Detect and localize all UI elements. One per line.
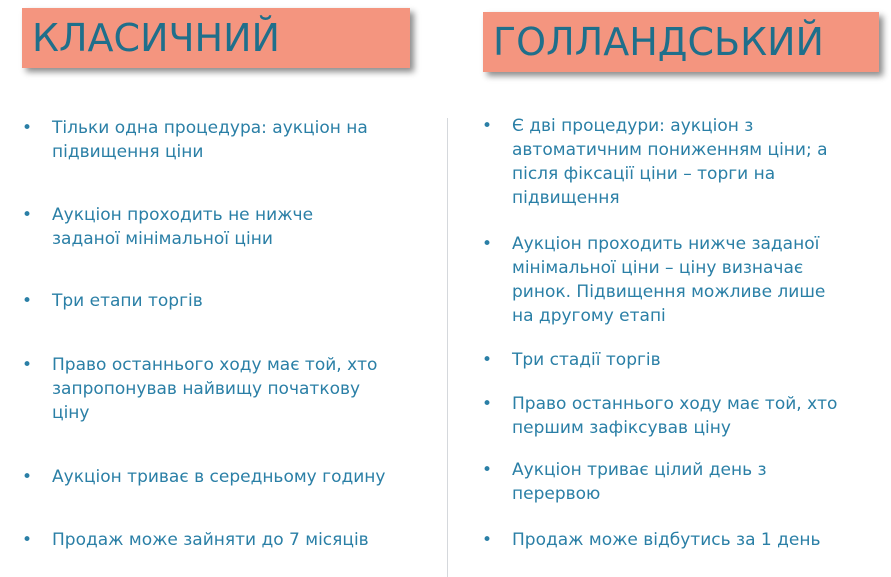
right-list-item [482, 114, 842, 210]
right-list-item [482, 458, 802, 506]
left-item-text: Право останнього ходу має той, хто запропонував найвищу початкову ціну [52, 355, 378, 423]
bullet-icon: • [22, 205, 33, 225]
right-item-text: Три стадії торгів [512, 350, 661, 370]
right-column-title: ГОЛЛАНДСЬКИЙ [493, 20, 824, 64]
right-item-text: Є дві процедури: аукціон з автоматичним пониженням ціни; а після фіксації ціни – торги на підвищення [512, 116, 828, 208]
left-list-item [22, 289, 392, 313]
left-list-item [22, 528, 402, 552]
left-list-item [22, 353, 394, 425]
bullet-icon: • [482, 116, 493, 136]
bullet-icon: • [22, 467, 33, 487]
right-column-title-box [483, 12, 879, 72]
bullet-icon: • [22, 355, 33, 375]
bullet-icon: • [22, 530, 33, 550]
left-list-item [22, 116, 392, 164]
bullet-icon: • [482, 460, 493, 480]
bullet-icon: • [482, 394, 493, 414]
column-divider [447, 118, 448, 577]
left-item-text: Продаж може зайняти до 7 місяців [52, 530, 369, 550]
bullet-icon: • [482, 530, 493, 550]
bullet-icon: • [22, 118, 33, 138]
right-item-text: Аукціон триває цілий день з перервою [512, 460, 767, 504]
left-item-text: Аукціон проходить не нижче заданої мінімальної ціни [52, 205, 314, 249]
right-item-text: Продаж може відбутись за 1 день [512, 530, 821, 550]
left-list-item [22, 203, 352, 251]
left-column-title-box [22, 8, 410, 68]
right-list-item [482, 528, 862, 552]
left-item-text: Тільки одна процедура: аукціон на підвищення ціни [52, 118, 368, 162]
left-item-text: Три етапи торгів [52, 291, 203, 311]
right-item-text: Аукціон проходить нижче заданої мінімальної ціни – ціну визначає ринок. Підвищення можливе лише на другому етапі [512, 234, 826, 326]
bullet-icon: • [482, 350, 493, 370]
bullet-icon: • [22, 291, 33, 311]
right-list-item [482, 232, 842, 328]
left-list-item [22, 465, 402, 489]
left-item-text: Аукціон триває в середньому годину [52, 467, 386, 487]
bullet-icon: • [482, 234, 493, 254]
right-item-text: Право останнього ходу має той, хто першим зафіксував ціну [512, 394, 838, 438]
right-list-item [482, 392, 862, 440]
right-list-item [482, 348, 862, 372]
left-column-title: КЛАСИЧНИЙ [32, 16, 280, 60]
